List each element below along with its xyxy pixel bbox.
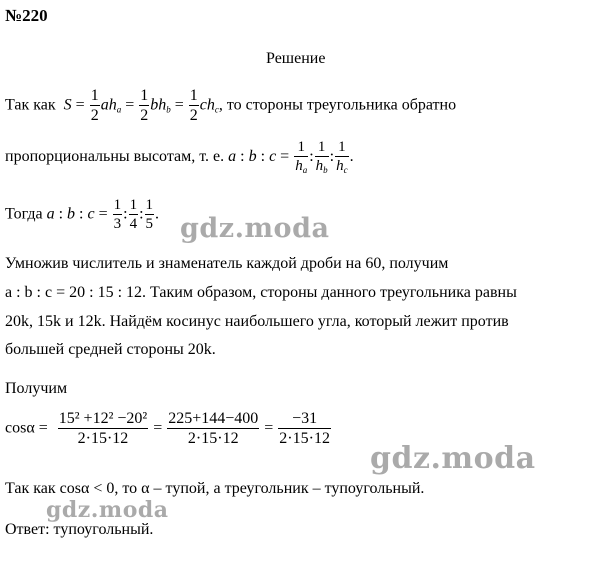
- watermark: gdz.moda: [370, 441, 536, 476]
- line-area-formula: Так как S = $\frac{1}{2}$ $ah_a$ = $\frac{1}{2}$ $bh_b$ = $\frac{1}{2}$ $ch_c$, то стороны треугольника обратно: [5, 87, 457, 124]
- section-title: Решение: [266, 50, 326, 67]
- problem-number: №220: [5, 6, 48, 25]
- line-multiply: Умножив числитель и знаменатель каждой дроби на 60, получим: [5, 255, 449, 272]
- watermark: gdz.moda: [180, 213, 330, 244]
- line-conclusion: Так как cosα < 0, то α – тупой, а треугольник – тупоугольный.: [5, 480, 425, 497]
- line-answer: Ответ: тупоугольный.: [5, 521, 154, 538]
- cosine-formula: cosα = $\frac{\text{15² +12² −20²}}{2\cdot 15\cdot 12}$ = $\frac{225+144-400}{2\cdot 15\cdot 12}$ = $\frac{-31}{2\cdot 15\cdot 12}$: [5, 410, 330, 447]
- line-obtain: Получим: [5, 380, 68, 397]
- line-ratio: Тогда a : b : c = $\frac{1}{3}$ : $\frac{1}{4}$ : $\frac{1}{5}$ .: [5, 197, 160, 232]
- line-ratio-result: a : b : c = 20 : 15 : 12. Таким образом, стороны данного треугольника равны: [5, 284, 517, 301]
- line-largest-side: большей средней стороны 20k.: [5, 341, 216, 358]
- line-proportion-heights: пропорциональны высотам, т. е. a : b : c = $\frac{1}{h_a}$ : $\frac{1}{h_b}$ : $\frac{1}{h_c}$ .: [5, 139, 354, 175]
- line-sides: 20k, 15k и 12k. Найдём косинус наибольшего угла, который лежит против: [5, 313, 509, 330]
- watermark: gdz.moda: [46, 497, 169, 523]
